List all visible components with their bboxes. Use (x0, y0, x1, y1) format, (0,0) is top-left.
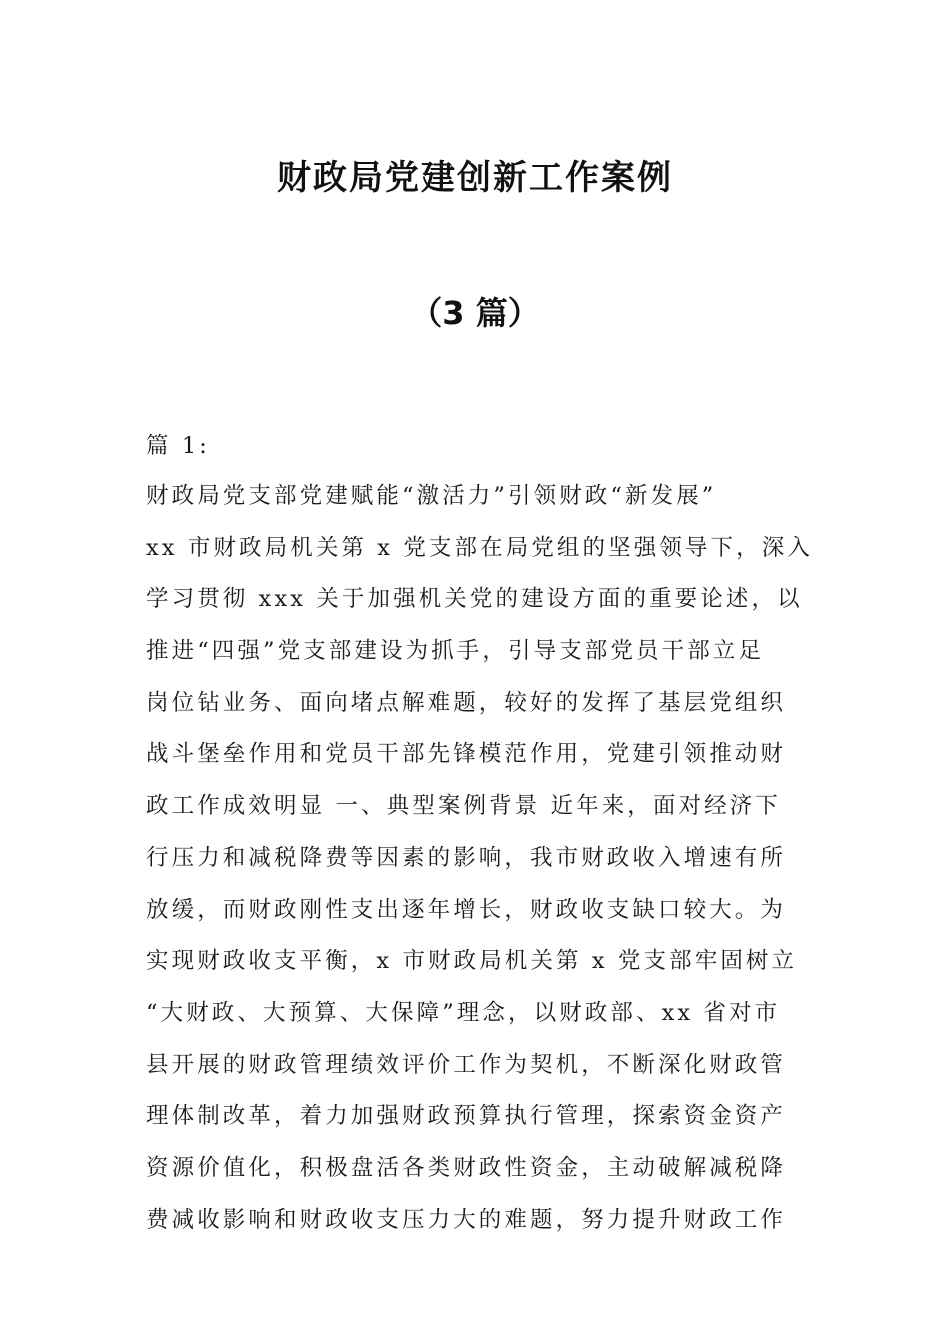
paragraph-line: 理体制改革，着力加强财政预算执行管理，探索资金资产 (146, 1103, 787, 1130)
document-body (146, 426, 816, 1251)
paragraph-line: 行压力和减税降费等因素的影响，我市财政收入增速有所 (146, 844, 787, 871)
paragraph-line: 放缓，而财政刚性支出逐年增长，财政收支缺口较大。为 (146, 896, 787, 923)
paragraph-line: 推进“四强”党支部建设为抓手，引导支部党员干部立足 (146, 638, 765, 665)
paragraph-line: 学习贯彻 xxx 关于加强机关党的建设方面的重要论述，以 (146, 586, 803, 613)
paragraph-line: 县开展的财政管理绩效评价工作为契机，不断深化财政管 (146, 1051, 787, 1078)
paragraph-line: 岗位钻业务、面向堵点解难题，较好的发挥了基层党组织 (146, 689, 787, 716)
paragraph-line: 政工作成效明显 一、典型案例背景 近年来，面对经济下 (146, 793, 781, 820)
paragraph-line: “大财政、大预算、大保障”理念，以财政部、xx 省对市 (146, 999, 781, 1026)
paragraph-line: 资源价值化，积极盘活各类财政性资金，主动破解减税降 (146, 1154, 787, 1181)
paragraph-line: xx 市财政局机关第 x 党支部在局党组的坚强领导下，深入 (146, 534, 813, 561)
paragraph-line: 战斗堡垒作用和党员干部先锋模范作用，党建引领推动财 (146, 741, 787, 768)
article-heading: 财政局党支部党建赋能“激活力”引领财政“新发展” (146, 483, 717, 509)
document-subtitle: （3 篇） (410, 294, 540, 332)
section-label: 篇 1: (146, 433, 210, 459)
paragraph-line: 费减收影响和财政收支压力大的难题，努力提升财政工作 (146, 1206, 787, 1233)
paragraph-line: 实现财政收支平衡，x 市财政局机关第 x 党支部牢固树立 (146, 948, 798, 975)
document-title: 财政局党建创新工作案例 (277, 158, 673, 198)
